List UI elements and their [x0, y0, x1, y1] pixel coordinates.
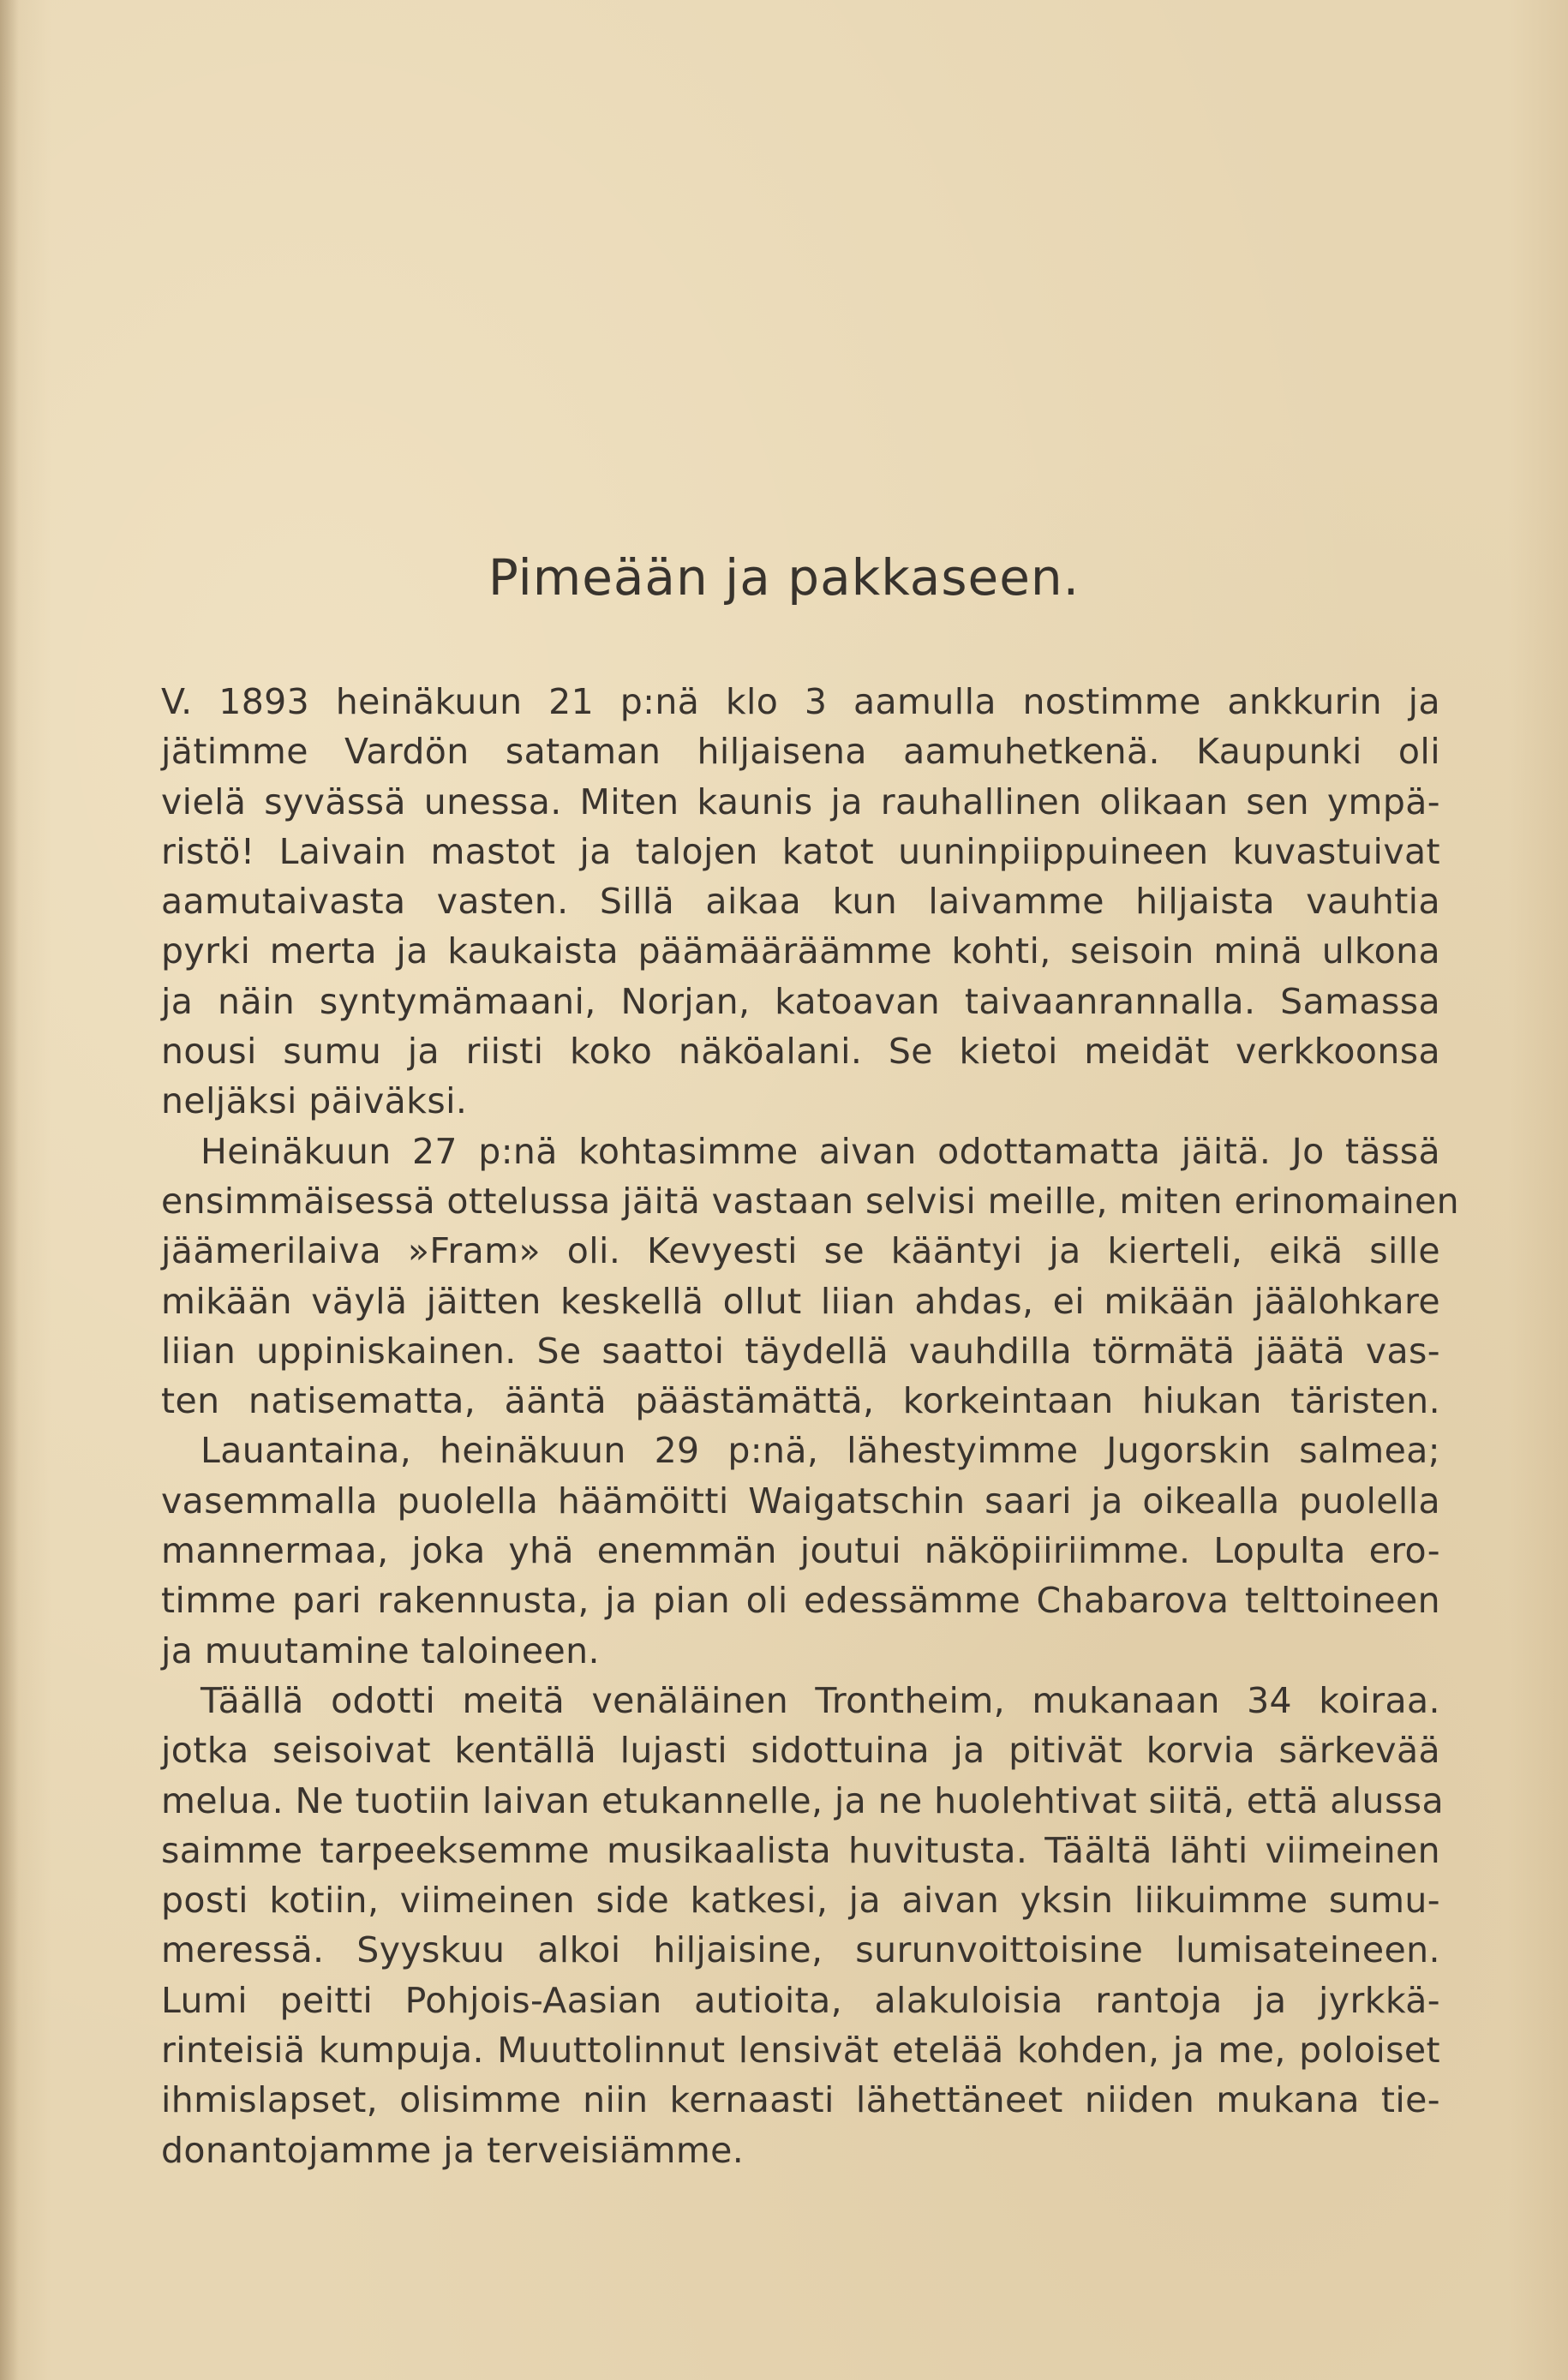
text-line: ja muutamine taloineen.	[161, 1630, 600, 1671]
chapter-title: Pimeään ja pakkaseen.	[488, 548, 1080, 607]
text-line: rinteisiä kumpuja. Muuttolinnut lensivät etelää kohden, ja me, poloiset	[161, 2030, 1440, 2072]
text-line: Lauantaina, heinäkuun 29 p:nä, lähestyimme Jugorskin salmea;	[200, 1430, 1440, 1472]
text-line: ensimmäisessä ottelussa jäitä vastaan selvisi meille, miten erinomainen	[161, 1180, 1460, 1222]
text-line: ten natisematta, ääntä päästämättä, korkeintaan hiukan täristen.	[161, 1380, 1440, 1422]
body-text	[161, 677, 1460, 2175]
text-line: jäämerilaiva »Fram» oli. Kevyesti se kääntyi ja kierteli, eikä sille	[161, 1230, 1440, 1272]
text-line: liian uppiniskainen. Se saattoi täydellä vauhdilla törmätä jäätä vas-	[161, 1330, 1440, 1372]
text-line: vielä syvässä unessa. Miten kaunis ja rauhallinen olikaan sen ympä-	[161, 780, 1440, 822]
text-line: posti kotiin, viimeinen side katkesi, ja aivan yksin liikuimme sumu-	[161, 1880, 1440, 1922]
text-line: aamutaivasta vasten. Sillä aikaa kun laivamme hiljaista vauhtia	[161, 881, 1440, 923]
text-line: melua. Ne tuotiin laivan etukannelle, ja ne huolehtivat siitä, että alussa	[161, 1779, 1444, 1821]
text-line: mikään väylä jäitten keskellä ollut liian ahdas, ei mikään jäälohkare	[161, 1280, 1440, 1322]
text-line: ihmislapset, olisimme niin kernaasti lähettäneet niiden mukana tie-	[161, 2079, 1440, 2121]
page-gutter-shadow	[0, 0, 19, 2380]
text-line: V. 1893 heinäkuun 21 p:nä klo 3 aamulla nostimme ankkurin ja	[161, 681, 1440, 722]
text-line: Lumi peitti Pohjois-Aasian autioita, alakuloisia rantoja ja jyrkkä-	[161, 1979, 1440, 2021]
text-line: Täällä odotti meitä venäläinen Trontheim, mukanaan 34 koiraa.	[200, 1679, 1440, 1721]
text-line: ja näin syntymämaani, Norjan, katoavan taivaanrannalla. Samassa	[161, 980, 1440, 1022]
text-line: timme pari rakennusta, ja pian oli edessämme Chabarova telttoineen	[161, 1580, 1440, 1622]
text-line: vasemmalla puolella häämöitti Waigatschin saari ja oikealla puolella	[161, 1480, 1440, 1522]
text-line: meressä. Syyskuu alkoi hiljaisine, surunvoittoisine lumisateineen.	[161, 1929, 1440, 1971]
text-line: jätimme Vardön sataman hiljaisena aamuhetkenä. Kaupunki oli	[161, 731, 1440, 773]
text-line: Heinäkuun 27 p:nä kohtasimme aivan odottamatta jäitä. Jo tässä	[200, 1130, 1440, 1172]
text-line: donantojamme ja terveisiämme.	[161, 2129, 745, 2171]
text-line: ristö! Laivain mastot ja talojen katot uuninpiippuineen kuvastuivat	[161, 830, 1440, 872]
text-line: saimme tarpeeksemme musikaalista huvitusta. Täältä lähti viimeinen	[161, 1829, 1440, 1871]
text-line: pyrki merta ja kaukaista päämääräämme kohti, seisoin minä ulkona	[161, 930, 1440, 972]
text-line: jotka seisoivat kentällä lujasti sidottuina ja pitivät korvia särkevää	[161, 1730, 1440, 1772]
text-line: nousi sumu ja riisti koko näköalani. Se kietoi meidät verkkoonsa	[161, 1031, 1440, 1073]
text-line: neljäksi päiväksi.	[161, 1080, 468, 1122]
text-line: mannermaa, joka yhä enemmän joutui näköpiiriimme. Lopulta ero-	[161, 1530, 1440, 1572]
